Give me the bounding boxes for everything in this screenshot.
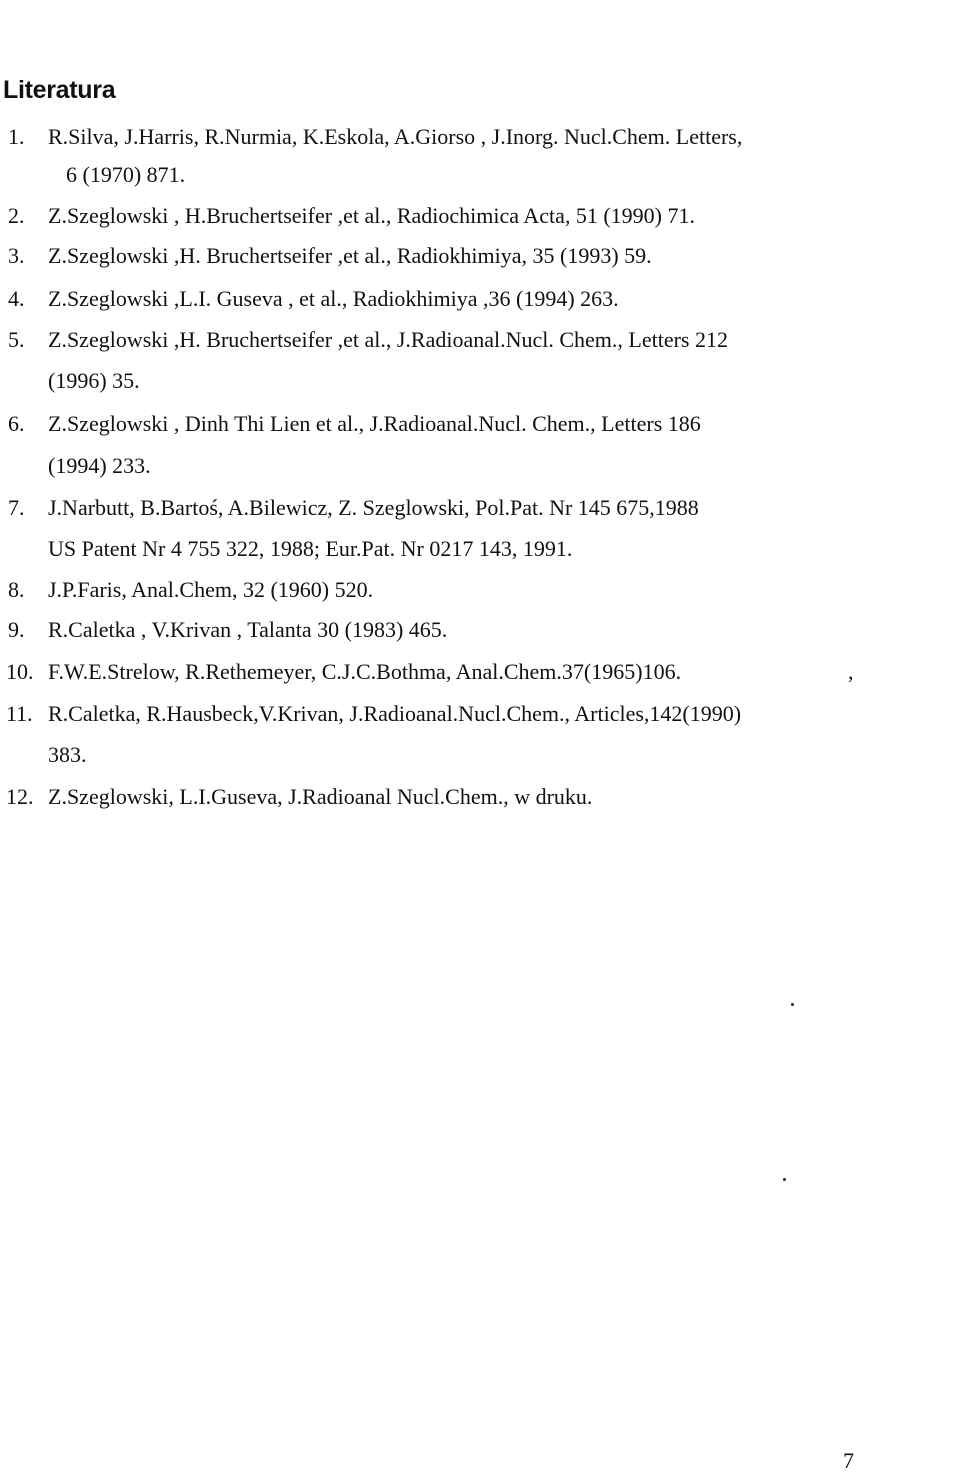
reference-line: Z.Szeglowski ,H. Bruchertseifer ,et al., J.Radioanal.Nucl. Chem., Letters 212 [48,327,728,352]
reference-line: 6 (1970) 871. [66,162,186,187]
reference-number: 11. [6,701,33,726]
reference-number: 5. [8,327,25,352]
reference-line: 383. [48,742,87,767]
section-heading: Literatura [3,76,116,104]
reference-line: F.W.E.Strelow, R.Rethemeyer, C.J.C.Bothma, Anal.Chem.37(1965)106. [48,659,682,684]
reference-line: R.Silva, J.Harris, R.Nurmia, K.Eskola, A.Giorso , J.Inorg. Nucl.Chem. Letters, [48,124,743,149]
reference-line: R.Caletka , V.Krivan , Talanta 30 (1983) 465. [48,617,448,642]
reference-line: Z.Szeglowski, L.I.Guseva, J.Radioanal Nucl.Chem., w druku. [48,784,593,809]
reference-line: J.Narbutt, B.Bartoś, A.Bilewicz, Z. Szeglowski, Pol.Pat. Nr 145 675,1988 [48,495,699,520]
reference-number: 8. [8,577,25,602]
reference-line: (1994) 233. [48,453,151,478]
reference-number: 2. [8,203,25,228]
reference-number: 1. [8,124,25,149]
reference-line: (1996) 35. [48,368,140,393]
reference-number: 6. [8,411,25,436]
reference-number: 7. [8,495,25,520]
page-number: 7 [843,1448,854,1473]
reference-line: R.Caletka, R.Hausbeck,V.Krivan, J.Radioanal.Nucl.Chem., Articles,142(1990) [48,701,742,726]
scan-speck [783,1178,786,1181]
scan-speck [791,1003,794,1006]
reference-number: 3. [8,243,25,268]
reference-number: 4. [8,286,25,311]
reference-number: 10. [6,659,34,684]
reference-line: J.P.Faris, Anal.Chem, 32 (1960) 520. [48,577,374,602]
reference-line: Z.Szeglowski , Dinh Thi Lien et al., J.Radioanal.Nucl. Chem., Letters 186 [48,411,701,436]
reference-number: 9. [8,617,25,642]
reference-number: 12. [6,784,34,809]
reference-line: Z.Szeglowski ,L.I. Guseva , et al., Radiokhimiya ,36 (1994) 263. [48,286,619,311]
reference-line: Z.Szeglowski , H.Bruchertseifer ,et al., Radiochimica Acta, 51 (1990) 71. [48,203,695,228]
stray-comma: , [848,659,854,684]
reference-line: Z.Szeglowski ,H. Bruchertseifer ,et al., Radiokhimiya, 35 (1993) 59. [48,243,652,268]
reference-line: US Patent Nr 4 755 322, 1988; Eur.Pat. Nr 0217 143, 1991. [48,536,573,561]
